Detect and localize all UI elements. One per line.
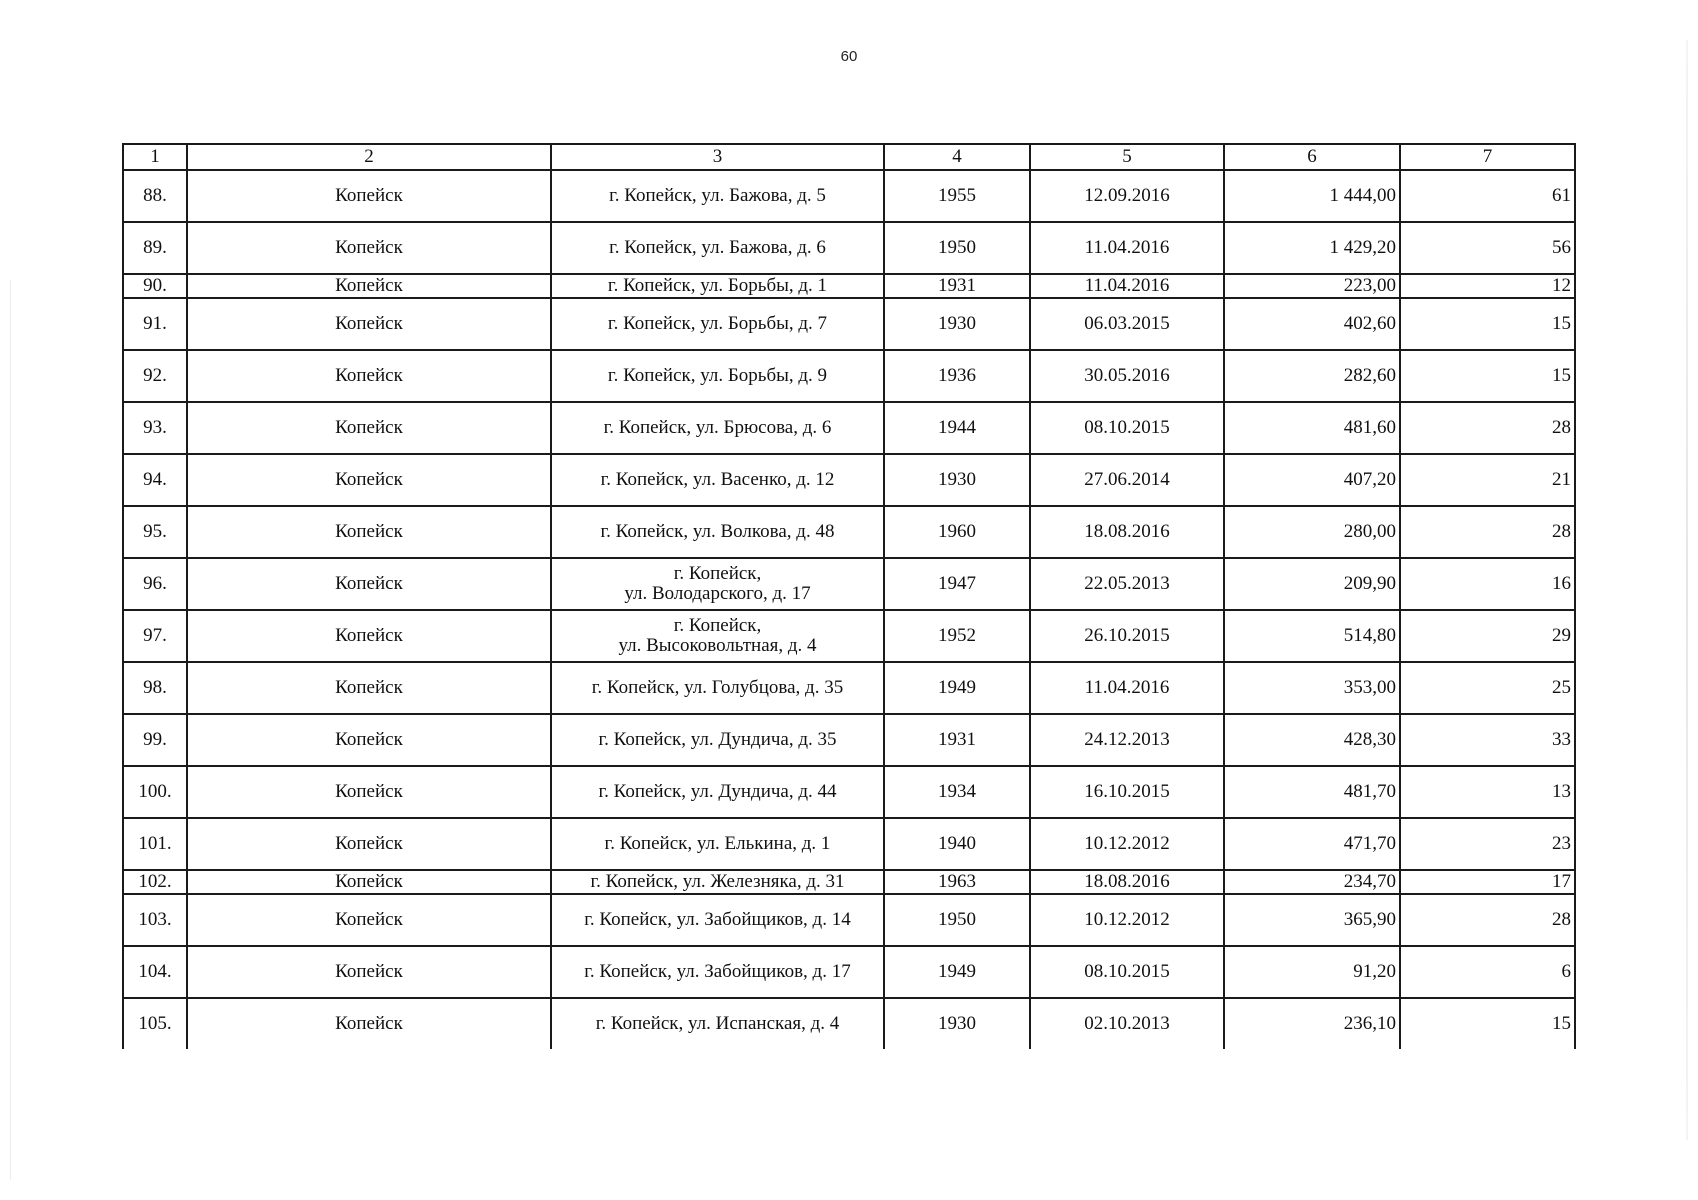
area-cell: 234,70	[1224, 870, 1400, 894]
table-row	[123, 662, 1575, 714]
table-row	[123, 402, 1575, 454]
city-cell: Копейск	[187, 818, 551, 870]
table-row	[123, 998, 1575, 1049]
city-cell: Копейск	[187, 870, 551, 894]
address-cell: г. Копейск, ул. Высоковольтная, д. 4	[551, 610, 884, 662]
row-number: 93.	[123, 402, 187, 454]
column-number: 1	[123, 144, 187, 170]
area-cell: 514,80	[1224, 610, 1400, 662]
area-cell: 1 444,00	[1224, 170, 1400, 222]
column-number: 3	[551, 144, 884, 170]
address-cell: г. Копейск, ул. Дундича, д. 35	[551, 714, 884, 766]
date-cell: 08.10.2015	[1030, 402, 1224, 454]
city-cell: Копейск	[187, 454, 551, 506]
address-cell: г. Копейск, ул. Испанская, д. 4	[551, 998, 884, 1049]
year-cell: 1931	[884, 714, 1030, 766]
date-cell: 30.05.2016	[1030, 350, 1224, 402]
date-cell: 08.10.2015	[1030, 946, 1224, 998]
year-cell: 1952	[884, 610, 1030, 662]
year-cell: 1949	[884, 662, 1030, 714]
city-cell: Копейск	[187, 298, 551, 350]
row-number: 92.	[123, 350, 187, 402]
area-cell: 280,00	[1224, 506, 1400, 558]
date-cell: 11.04.2016	[1030, 662, 1224, 714]
table-row	[123, 222, 1575, 274]
year-cell: 1934	[884, 766, 1030, 818]
date-cell: 26.10.2015	[1030, 610, 1224, 662]
row-number: 102.	[123, 870, 187, 894]
date-cell: 27.06.2014	[1030, 454, 1224, 506]
city-cell: Копейск	[187, 350, 551, 402]
table-row	[123, 818, 1575, 870]
address-cell: г. Копейск, ул. Елькина, д. 1	[551, 818, 884, 870]
table-row	[123, 506, 1575, 558]
table-row	[123, 170, 1575, 222]
year-cell: 1950	[884, 894, 1030, 946]
area-cell: 282,60	[1224, 350, 1400, 402]
table-row	[123, 870, 1575, 894]
date-cell: 06.03.2015	[1030, 298, 1224, 350]
date-cell: 11.04.2016	[1030, 222, 1224, 274]
row-number: 97.	[123, 610, 187, 662]
area-cell: 1 429,20	[1224, 222, 1400, 274]
table-row	[123, 558, 1575, 610]
year-cell: 1947	[884, 558, 1030, 610]
area-cell: 365,90	[1224, 894, 1400, 946]
address-cell: г. Копейск, ул. Борьбы, д. 9	[551, 350, 884, 402]
count-cell: 25	[1400, 662, 1575, 714]
area-cell: 471,70	[1224, 818, 1400, 870]
table-row	[123, 350, 1575, 402]
date-cell: 11.04.2016	[1030, 274, 1224, 298]
date-cell: 10.12.2012	[1030, 818, 1224, 870]
address-cell: г. Копейск, ул. Забойщиков, д. 17	[551, 946, 884, 998]
area-cell: 481,60	[1224, 402, 1400, 454]
count-cell: 17	[1400, 870, 1575, 894]
count-cell: 16	[1400, 558, 1575, 610]
row-number: 104.	[123, 946, 187, 998]
count-cell: 15	[1400, 350, 1575, 402]
column-number: 2	[187, 144, 551, 170]
count-cell: 61	[1400, 170, 1575, 222]
date-cell: 12.09.2016	[1030, 170, 1224, 222]
row-number: 101.	[123, 818, 187, 870]
area-cell: 428,30	[1224, 714, 1400, 766]
date-cell: 24.12.2013	[1030, 714, 1224, 766]
count-cell: 56	[1400, 222, 1575, 274]
date-cell: 16.10.2015	[1030, 766, 1224, 818]
count-cell: 23	[1400, 818, 1575, 870]
count-cell: 6	[1400, 946, 1575, 998]
address-cell: г. Копейск, ул. Васенко, д. 12	[551, 454, 884, 506]
registry-table	[122, 143, 1576, 1049]
year-cell: 1963	[884, 870, 1030, 894]
table-body	[123, 170, 1575, 1049]
row-number: 88.	[123, 170, 187, 222]
city-cell: Копейск	[187, 714, 551, 766]
count-cell: 33	[1400, 714, 1575, 766]
city-cell: Копейск	[187, 766, 551, 818]
address-cell: г. Копейск, ул. Железняка, д. 31	[551, 870, 884, 894]
address-cell: г. Копейск, ул. Забойщиков, д. 14	[551, 894, 884, 946]
year-cell: 1949	[884, 946, 1030, 998]
date-cell: 02.10.2013	[1030, 998, 1224, 1049]
count-cell: 21	[1400, 454, 1575, 506]
date-cell: 10.12.2012	[1030, 894, 1224, 946]
scan-edge-line	[10, 280, 11, 1180]
year-cell: 1950	[884, 222, 1030, 274]
year-cell: 1930	[884, 454, 1030, 506]
city-cell: Копейск	[187, 946, 551, 998]
area-cell: 91,20	[1224, 946, 1400, 998]
table-row	[123, 894, 1575, 946]
column-number: 4	[884, 144, 1030, 170]
address-cell: г. Копейск, ул. Волкова, д. 48	[551, 506, 884, 558]
city-cell: Копейск	[187, 998, 551, 1049]
count-cell: 28	[1400, 402, 1575, 454]
address-cell: г. Копейск, ул. Борьбы, д. 7	[551, 298, 884, 350]
date-cell: 18.08.2016	[1030, 506, 1224, 558]
year-cell: 1960	[884, 506, 1030, 558]
count-cell: 15	[1400, 298, 1575, 350]
date-cell: 22.05.2013	[1030, 558, 1224, 610]
row-number: 96.	[123, 558, 187, 610]
row-number: 100.	[123, 766, 187, 818]
row-number: 99.	[123, 714, 187, 766]
city-cell: Копейск	[187, 662, 551, 714]
address-cell: г. Копейск, ул. Голубцова, д. 35	[551, 662, 884, 714]
row-number: 95.	[123, 506, 187, 558]
row-number: 98.	[123, 662, 187, 714]
count-cell: 13	[1400, 766, 1575, 818]
area-cell: 236,10	[1224, 998, 1400, 1049]
city-cell: Копейск	[187, 558, 551, 610]
scan-edge-shadow	[1686, 40, 1688, 1140]
year-cell: 1944	[884, 402, 1030, 454]
count-cell: 28	[1400, 894, 1575, 946]
date-cell: 18.08.2016	[1030, 870, 1224, 894]
year-cell: 1930	[884, 298, 1030, 350]
row-number: 90.	[123, 274, 187, 298]
address-cell: г. Копейск, ул. Борьбы, д. 1	[551, 274, 884, 298]
count-cell: 15	[1400, 998, 1575, 1049]
table-row	[123, 454, 1575, 506]
table-row	[123, 274, 1575, 298]
city-cell: Копейск	[187, 610, 551, 662]
row-number: 94.	[123, 454, 187, 506]
row-number: 103.	[123, 894, 187, 946]
row-number: 91.	[123, 298, 187, 350]
city-cell: Копейск	[187, 894, 551, 946]
year-cell: 1930	[884, 998, 1030, 1049]
city-cell: Копейск	[187, 222, 551, 274]
table-header	[123, 144, 1575, 170]
year-cell: 1931	[884, 274, 1030, 298]
count-cell: 12	[1400, 274, 1575, 298]
area-cell: 223,00	[1224, 274, 1400, 298]
table-row	[123, 714, 1575, 766]
area-cell: 407,20	[1224, 454, 1400, 506]
city-cell: Копейск	[187, 170, 551, 222]
address-cell: г. Копейск, ул. Дундича, д. 44	[551, 766, 884, 818]
year-cell: 1955	[884, 170, 1030, 222]
address-cell: г. Копейск, ул. Брюсова, д. 6	[551, 402, 884, 454]
page-number: 60	[840, 48, 858, 65]
address-cell: г. Копейск, ул. Володарского, д. 17	[551, 558, 884, 610]
row-number: 89.	[123, 222, 187, 274]
area-cell: 209,90	[1224, 558, 1400, 610]
address-cell: г. Копейск, ул. Бажова, д. 6	[551, 222, 884, 274]
table-row	[123, 610, 1575, 662]
area-cell: 353,00	[1224, 662, 1400, 714]
count-cell: 28	[1400, 506, 1575, 558]
column-number: 5	[1030, 144, 1224, 170]
table-row	[123, 298, 1575, 350]
column-number-row	[123, 144, 1575, 170]
city-cell: Копейск	[187, 402, 551, 454]
column-number: 6	[1224, 144, 1400, 170]
city-cell: Копейск	[187, 274, 551, 298]
area-cell: 402,60	[1224, 298, 1400, 350]
address-cell: г. Копейск, ул. Бажова, д. 5	[551, 170, 884, 222]
count-cell: 29	[1400, 610, 1575, 662]
year-cell: 1940	[884, 818, 1030, 870]
row-number: 105.	[123, 998, 187, 1049]
area-cell: 481,70	[1224, 766, 1400, 818]
table-row	[123, 766, 1575, 818]
city-cell: Копейск	[187, 506, 551, 558]
column-number: 7	[1400, 144, 1575, 170]
year-cell: 1936	[884, 350, 1030, 402]
table-row	[123, 946, 1575, 998]
